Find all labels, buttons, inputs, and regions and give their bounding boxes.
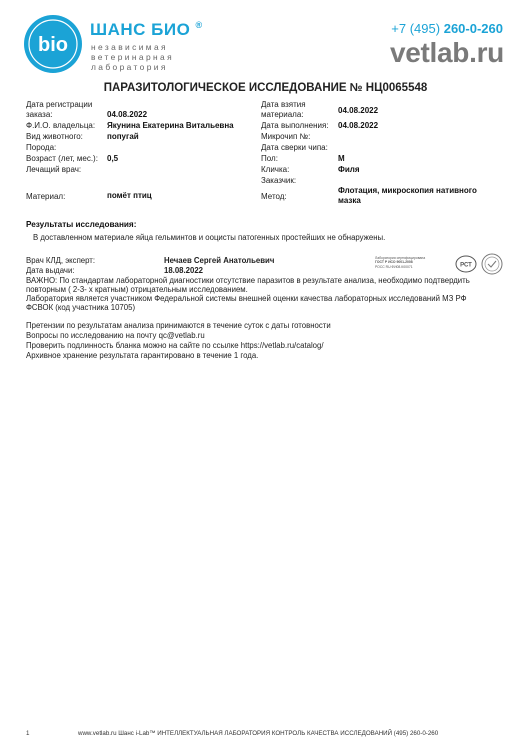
done-date-value: 04.08.2022 [338,121,379,130]
chip-label: Микрочип №: [261,132,311,141]
doctor-name: Нечаев Сергей Анатольевич [164,256,275,265]
svg-text:РСТ: РСТ [460,262,472,269]
sex-value: М [338,154,345,163]
results-heading: Результаты исследования: [26,220,137,229]
fsvok-note-1: Лаборатория является участником Федеральной системы внешней оценки качества лабораторных исследований МЗ РФ [26,294,467,303]
issue-date-value: 18.08.2022 [164,266,204,275]
owner-value: Якунина Екатерина Витальевна [107,121,234,130]
rst-mark-icon [455,255,477,273]
material-label: Материал: [26,192,66,201]
age-label: Возраст (лет, мес.): [26,154,98,163]
important-note-2: повторным ( 2-3- х кратным) отрицательным исследованием. [26,285,248,294]
seal-stamp-icon [481,253,503,275]
archive-note: Архивное хранение результата гарантировано в течение 1 года. [26,351,259,360]
breed-label: Порода: [26,143,57,152]
brand-name: ШАНС БИО ® [90,20,203,39]
website-link[interactable]: vetlab.ru [389,37,504,68]
brand-line-3: лаборатория [91,62,168,72]
material-value: помёт птиц [107,191,152,200]
phone-number[interactable]: +7 (495) 260-0-260 [391,21,503,36]
doctor-label: Врач КЛД, эксперт: [26,256,96,265]
customer-label: Заказчик: [261,176,297,185]
questions-note: Вопросы по исследованию на почту qc@vetlab.ru [26,331,205,340]
species-label: Вид животного: [26,132,83,141]
sex-label: Пол: [261,154,278,163]
page-number: 1 [26,730,30,737]
brand-line-2: ветеринарная [91,52,175,62]
claims-note: Претензии по результатам анализа принимаются в течение суток с даты готовности [26,321,331,330]
sample-date-label-2: материала: [261,110,304,119]
age-value: 0,5 [107,154,119,163]
method-label: Метод: [261,192,287,201]
reg-date-value: 04.08.2022 [107,110,148,119]
logo-text: bio [38,34,68,56]
footer-text: www.vetlab.ru Шанс i-Lab™ ИНТЕЛЛЕКТУАЛЬНАЯ ЛАБОРАТОРИЯ КОНТРОЛЬ КАЧЕСТВА ИССЛЕДОВАНИЙ (495) 260-0-260 [78,730,439,737]
owner-label: Ф.И.О. владельца: [26,121,96,130]
verify-note: Проверить подлинность бланка можно на сайте по ссылке https://vetlab.ru/catalog/ [26,341,324,350]
sample-date-label-1: Дата взятия [261,100,306,109]
results-text: В доставленном материале яйца гельминтов и ооцисты патогенных простейших не обнаружены. [33,233,386,242]
done-date-label: Дата выполнения: [261,121,329,130]
nickname-value: Филя [338,165,360,174]
accreditation-text: Лаборатория сертифицирована ГОСТ Р ИСО 9001-2008 РОСС RU.ФИ08.К00071 [375,256,426,269]
shans-bio-logo [23,14,83,74]
fsvok-note-2: ФСВОК (код участника 10705) [26,303,136,312]
issue-date-label: Дата выдачи: [26,266,75,275]
important-note-1: ВАЖНО: По стандартам лабораторной диагностики отсутствие паразитов в результате анализа, необходимо подтвердить [26,276,470,285]
document-title: ПАРАЗИТОЛОГИЧЕСКОЕ ИССЛЕДОВАНИЕ № НЦ0065548 [103,82,428,94]
reg-date-label-1: Дата регистрации [26,100,93,109]
vet-label: Лечащий врач: [26,165,82,174]
method-value-1: Флотация, микроскопия нативного [338,186,477,195]
method-value-2: мазка [338,196,361,205]
chip-check-label: Дата сверки чипа: [261,143,328,152]
sample-date-value: 04.08.2022 [338,106,379,115]
species-value: попугай [107,132,139,141]
nickname-label: Кличка: [261,165,290,174]
brand-line-1: независимая [91,42,168,52]
reg-date-label-2: заказа: [26,110,53,119]
registered-mark: ® [195,20,203,30]
